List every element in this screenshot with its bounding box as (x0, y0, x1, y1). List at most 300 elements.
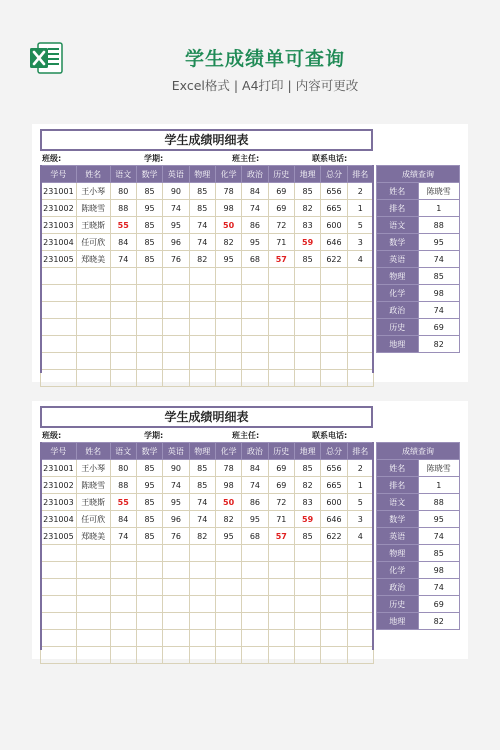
table-cell[interactable] (294, 319, 320, 336)
table-cell[interactable] (347, 562, 373, 579)
table-cell[interactable] (189, 545, 215, 562)
table-cell[interactable] (110, 647, 136, 664)
table-cell[interactable] (163, 630, 189, 647)
table-cell[interactable] (294, 353, 320, 370)
table-cell[interactable] (321, 353, 347, 370)
table-cell[interactable]: 85 (136, 251, 162, 268)
table-cell[interactable]: 3 (347, 234, 373, 251)
query-value[interactable]: 陈晓雪 (418, 183, 460, 200)
table-cell[interactable]: 95 (242, 234, 268, 251)
table-cell[interactable]: 陈晓雪 (76, 477, 110, 494)
table-cell[interactable] (268, 545, 294, 562)
table-cell[interactable]: 98 (215, 200, 241, 217)
table-cell[interactable]: 82 (215, 234, 241, 251)
table-cell[interactable] (347, 613, 373, 630)
table-cell[interactable]: 600 (321, 217, 347, 234)
table-cell[interactable] (110, 579, 136, 596)
table-cell[interactable]: 86 (242, 217, 268, 234)
table-cell[interactable] (268, 336, 294, 353)
table-cell[interactable]: 59 (294, 511, 320, 528)
table-cell[interactable]: 50 (215, 217, 241, 234)
table-cell[interactable]: 95 (242, 511, 268, 528)
table-cell[interactable]: 王晓斯 (76, 217, 110, 234)
table-cell[interactable]: 68 (242, 251, 268, 268)
table-cell[interactable] (76, 353, 110, 370)
table-cell[interactable] (321, 302, 347, 319)
table-cell[interactable] (76, 370, 110, 387)
table-cell[interactable]: 2 (347, 183, 373, 200)
table-cell[interactable] (242, 630, 268, 647)
table-cell[interactable] (136, 579, 162, 596)
table-cell[interactable] (215, 336, 241, 353)
table-cell[interactable] (242, 613, 268, 630)
table-cell[interactable] (294, 370, 320, 387)
table-cell[interactable] (268, 579, 294, 596)
table-cell[interactable] (76, 562, 110, 579)
table-cell[interactable] (294, 613, 320, 630)
table-cell[interactable]: 57 (268, 528, 294, 545)
table-cell[interactable]: 85 (189, 200, 215, 217)
table-cell[interactable] (76, 268, 110, 285)
table-cell[interactable] (321, 562, 347, 579)
table-cell[interactable]: 646 (321, 234, 347, 251)
table-cell[interactable] (110, 353, 136, 370)
table-cell[interactable]: 622 (321, 251, 347, 268)
table-cell[interactable]: 665 (321, 477, 347, 494)
table-cell[interactable]: 4 (347, 251, 373, 268)
table-cell[interactable]: 任可欣 (76, 234, 110, 251)
table-cell[interactable]: 85 (136, 494, 162, 511)
table-cell[interactable] (294, 336, 320, 353)
table-cell[interactable]: 83 (294, 217, 320, 234)
table-cell[interactable] (189, 353, 215, 370)
table-cell[interactable] (242, 562, 268, 579)
table-cell[interactable] (76, 647, 110, 664)
table-cell[interactable]: 231004 (41, 234, 77, 251)
table-cell[interactable] (41, 630, 77, 647)
table-cell[interactable] (242, 285, 268, 302)
table-cell[interactable] (110, 319, 136, 336)
table-cell[interactable]: 69 (268, 460, 294, 477)
table-cell[interactable]: 90 (163, 183, 189, 200)
table-cell[interactable] (76, 613, 110, 630)
table-cell[interactable]: 5 (347, 217, 373, 234)
table-cell[interactable]: 59 (294, 234, 320, 251)
table-cell[interactable]: 80 (110, 460, 136, 477)
table-cell[interactable] (294, 630, 320, 647)
table-cell[interactable] (76, 545, 110, 562)
table-cell[interactable]: 74 (189, 234, 215, 251)
table-cell[interactable] (242, 579, 268, 596)
table-cell[interactable] (136, 336, 162, 353)
query-value[interactable]: 95 (418, 511, 460, 528)
table-cell[interactable] (110, 370, 136, 387)
table-cell[interactable] (163, 268, 189, 285)
table-cell[interactable]: 1 (347, 477, 373, 494)
table-cell[interactable]: 231003 (41, 494, 77, 511)
table-cell[interactable]: 74 (189, 511, 215, 528)
table-cell[interactable]: 85 (136, 217, 162, 234)
table-cell[interactable] (110, 302, 136, 319)
table-cell[interactable] (321, 579, 347, 596)
table-cell[interactable] (347, 596, 373, 613)
table-cell[interactable]: 88 (110, 477, 136, 494)
table-cell[interactable] (294, 647, 320, 664)
table-cell[interactable]: 69 (268, 477, 294, 494)
query-value[interactable]: 74 (418, 251, 460, 268)
table-cell[interactable]: 5 (347, 494, 373, 511)
table-cell[interactable] (136, 319, 162, 336)
table-cell[interactable] (76, 285, 110, 302)
table-cell[interactable]: 88 (110, 200, 136, 217)
table-cell[interactable] (294, 579, 320, 596)
table-cell[interactable]: 1 (347, 200, 373, 217)
table-cell[interactable] (189, 370, 215, 387)
table-cell[interactable]: 85 (294, 251, 320, 268)
table-cell[interactable]: 85 (136, 528, 162, 545)
table-cell[interactable] (215, 579, 241, 596)
table-cell[interactable] (268, 268, 294, 285)
table-cell[interactable] (136, 285, 162, 302)
table-cell[interactable] (242, 319, 268, 336)
table-cell[interactable] (242, 647, 268, 664)
table-cell[interactable] (215, 613, 241, 630)
table-cell[interactable] (294, 545, 320, 562)
table-cell[interactable]: 95 (215, 251, 241, 268)
table-cell[interactable] (215, 647, 241, 664)
table-cell[interactable] (215, 353, 241, 370)
table-cell[interactable] (76, 319, 110, 336)
table-cell[interactable] (163, 370, 189, 387)
table-cell[interactable] (76, 302, 110, 319)
table-cell[interactable]: 95 (163, 217, 189, 234)
table-cell[interactable] (41, 545, 77, 562)
table-cell[interactable]: 82 (189, 528, 215, 545)
table-cell[interactable]: 85 (136, 183, 162, 200)
table-cell[interactable] (321, 596, 347, 613)
table-cell[interactable] (268, 302, 294, 319)
table-cell[interactable] (41, 647, 77, 664)
table-cell[interactable]: 王晓斯 (76, 494, 110, 511)
table-cell[interactable] (347, 302, 373, 319)
query-value[interactable]: 69 (418, 596, 460, 613)
table-cell[interactable] (136, 370, 162, 387)
table-cell[interactable] (347, 285, 373, 302)
query-value[interactable]: 陈晓雪 (418, 460, 460, 477)
table-cell[interactable] (110, 596, 136, 613)
table-cell[interactable] (347, 353, 373, 370)
table-cell[interactable] (347, 647, 373, 664)
table-cell[interactable]: 646 (321, 511, 347, 528)
query-value[interactable]: 74 (418, 579, 460, 596)
table-cell[interactable]: 74 (242, 477, 268, 494)
table-cell[interactable]: 231005 (41, 251, 77, 268)
table-cell[interactable] (189, 613, 215, 630)
table-cell[interactable] (321, 545, 347, 562)
table-cell[interactable]: 231001 (41, 460, 77, 477)
table-cell[interactable] (321, 613, 347, 630)
query-value[interactable]: 98 (418, 285, 460, 302)
table-cell[interactable]: 69 (268, 183, 294, 200)
table-cell[interactable] (110, 268, 136, 285)
table-cell[interactable]: 82 (294, 477, 320, 494)
table-cell[interactable]: 656 (321, 183, 347, 200)
table-cell[interactable] (242, 596, 268, 613)
table-cell[interactable]: 231001 (41, 183, 77, 200)
query-value[interactable]: 88 (418, 494, 460, 511)
table-cell[interactable] (242, 370, 268, 387)
table-cell[interactable] (189, 268, 215, 285)
table-cell[interactable] (321, 285, 347, 302)
table-cell[interactable] (321, 370, 347, 387)
table-cell[interactable] (136, 647, 162, 664)
table-cell[interactable] (294, 268, 320, 285)
table-cell[interactable] (41, 353, 77, 370)
table-cell[interactable] (110, 613, 136, 630)
table-cell[interactable] (136, 545, 162, 562)
table-cell[interactable] (41, 319, 77, 336)
table-cell[interactable] (268, 562, 294, 579)
table-cell[interactable] (189, 302, 215, 319)
table-cell[interactable] (41, 596, 77, 613)
table-cell[interactable] (189, 630, 215, 647)
table-cell[interactable] (163, 647, 189, 664)
table-cell[interactable]: 85 (189, 477, 215, 494)
table-cell[interactable] (163, 579, 189, 596)
table-cell[interactable]: 74 (163, 477, 189, 494)
table-cell[interactable]: 78 (215, 183, 241, 200)
table-cell[interactable] (136, 353, 162, 370)
table-cell[interactable]: 85 (294, 460, 320, 477)
table-cell[interactable]: 82 (189, 251, 215, 268)
table-cell[interactable] (136, 630, 162, 647)
table-cell[interactable]: 86 (242, 494, 268, 511)
table-cell[interactable] (294, 302, 320, 319)
table-cell[interactable] (110, 545, 136, 562)
table-cell[interactable] (163, 302, 189, 319)
table-cell[interactable] (163, 596, 189, 613)
table-cell[interactable] (268, 647, 294, 664)
table-cell[interactable] (321, 268, 347, 285)
table-cell[interactable] (41, 579, 77, 596)
table-cell[interactable]: 90 (163, 460, 189, 477)
table-cell[interactable] (242, 336, 268, 353)
table-cell[interactable]: 96 (163, 511, 189, 528)
table-cell[interactable]: 96 (163, 234, 189, 251)
table-cell[interactable] (294, 562, 320, 579)
table-cell[interactable]: 55 (110, 217, 136, 234)
table-cell[interactable] (347, 319, 373, 336)
table-cell[interactable]: 76 (163, 251, 189, 268)
table-cell[interactable] (189, 336, 215, 353)
table-cell[interactable] (163, 562, 189, 579)
table-cell[interactable]: 郑晓美 (76, 528, 110, 545)
table-cell[interactable] (163, 353, 189, 370)
table-cell[interactable] (136, 302, 162, 319)
table-cell[interactable] (215, 370, 241, 387)
table-cell[interactable] (215, 285, 241, 302)
table-cell[interactable]: 622 (321, 528, 347, 545)
table-cell[interactable]: 98 (215, 477, 241, 494)
table-cell[interactable]: 85 (294, 528, 320, 545)
table-cell[interactable]: 王小琴 (76, 183, 110, 200)
table-cell[interactable] (136, 596, 162, 613)
table-cell[interactable]: 95 (136, 200, 162, 217)
table-cell[interactable]: 王小琴 (76, 460, 110, 477)
query-value[interactable]: 98 (418, 562, 460, 579)
table-cell[interactable] (294, 596, 320, 613)
table-cell[interactable] (110, 285, 136, 302)
table-cell[interactable]: 72 (268, 494, 294, 511)
table-cell[interactable]: 74 (189, 217, 215, 234)
table-cell[interactable] (41, 370, 77, 387)
table-cell[interactable]: 82 (215, 511, 241, 528)
table-cell[interactable] (110, 336, 136, 353)
table-cell[interactable] (347, 370, 373, 387)
table-cell[interactable] (189, 596, 215, 613)
table-cell[interactable]: 84 (242, 460, 268, 477)
table-cell[interactable] (294, 285, 320, 302)
table-cell[interactable] (76, 336, 110, 353)
table-cell[interactable] (321, 647, 347, 664)
table-cell[interactable]: 4 (347, 528, 373, 545)
table-cell[interactable]: 600 (321, 494, 347, 511)
table-cell[interactable]: 50 (215, 494, 241, 511)
table-cell[interactable] (163, 285, 189, 302)
table-cell[interactable]: 85 (294, 183, 320, 200)
table-cell[interactable]: 231002 (41, 477, 77, 494)
table-cell[interactable]: 84 (242, 183, 268, 200)
table-cell[interactable]: 85 (136, 234, 162, 251)
table-cell[interactable]: 80 (110, 183, 136, 200)
table-cell[interactable]: 231002 (41, 200, 77, 217)
table-cell[interactable] (268, 370, 294, 387)
table-cell[interactable]: 656 (321, 460, 347, 477)
table-cell[interactable] (242, 353, 268, 370)
query-value[interactable]: 82 (418, 613, 460, 630)
table-cell[interactable] (76, 630, 110, 647)
table-cell[interactable] (268, 319, 294, 336)
table-cell[interactable]: 74 (110, 251, 136, 268)
query-value[interactable]: 82 (418, 336, 460, 353)
query-value[interactable]: 69 (418, 319, 460, 336)
table-cell[interactable]: 84 (110, 511, 136, 528)
query-value[interactable]: 88 (418, 217, 460, 234)
table-cell[interactable] (163, 613, 189, 630)
table-cell[interactable]: 85 (189, 183, 215, 200)
table-cell[interactable]: 95 (215, 528, 241, 545)
table-cell[interactable] (242, 302, 268, 319)
table-cell[interactable] (242, 545, 268, 562)
table-cell[interactable]: 2 (347, 460, 373, 477)
table-cell[interactable] (136, 268, 162, 285)
table-cell[interactable]: 95 (163, 494, 189, 511)
table-cell[interactable]: 57 (268, 251, 294, 268)
table-cell[interactable] (268, 613, 294, 630)
table-cell[interactable] (347, 545, 373, 562)
table-cell[interactable] (215, 596, 241, 613)
query-value[interactable]: 1 (418, 477, 460, 494)
table-cell[interactable]: 74 (242, 200, 268, 217)
table-cell[interactable] (215, 302, 241, 319)
table-cell[interactable]: 231003 (41, 217, 77, 234)
table-cell[interactable] (347, 268, 373, 285)
table-cell[interactable] (41, 285, 77, 302)
table-cell[interactable] (76, 579, 110, 596)
table-cell[interactable]: 72 (268, 217, 294, 234)
table-cell[interactable] (41, 336, 77, 353)
table-cell[interactable]: 85 (136, 511, 162, 528)
table-cell[interactable] (189, 562, 215, 579)
table-cell[interactable] (189, 647, 215, 664)
table-cell[interactable] (215, 545, 241, 562)
table-cell[interactable]: 55 (110, 494, 136, 511)
table-cell[interactable] (347, 336, 373, 353)
table-cell[interactable] (163, 336, 189, 353)
table-cell[interactable] (110, 630, 136, 647)
table-cell[interactable]: 84 (110, 234, 136, 251)
table-cell[interactable] (268, 596, 294, 613)
table-cell[interactable] (163, 545, 189, 562)
table-cell[interactable] (215, 562, 241, 579)
table-cell[interactable] (215, 630, 241, 647)
table-cell[interactable]: 任可欣 (76, 511, 110, 528)
table-cell[interactable]: 665 (321, 200, 347, 217)
table-cell[interactable]: 3 (347, 511, 373, 528)
table-cell[interactable]: 郑晓美 (76, 251, 110, 268)
query-value[interactable]: 95 (418, 234, 460, 251)
table-cell[interactable]: 74 (110, 528, 136, 545)
table-cell[interactable] (136, 613, 162, 630)
table-cell[interactable] (163, 319, 189, 336)
table-cell[interactable]: 74 (163, 200, 189, 217)
query-value[interactable]: 74 (418, 528, 460, 545)
table-cell[interactable]: 231004 (41, 511, 77, 528)
table-cell[interactable]: 85 (189, 460, 215, 477)
table-cell[interactable] (110, 562, 136, 579)
table-cell[interactable] (242, 268, 268, 285)
table-cell[interactable] (321, 630, 347, 647)
table-cell[interactable]: 95 (136, 477, 162, 494)
table-cell[interactable] (347, 579, 373, 596)
table-cell[interactable]: 71 (268, 511, 294, 528)
table-cell[interactable] (268, 353, 294, 370)
table-cell[interactable] (189, 319, 215, 336)
table-cell[interactable]: 71 (268, 234, 294, 251)
table-cell[interactable] (189, 579, 215, 596)
table-cell[interactable] (41, 613, 77, 630)
table-cell[interactable] (321, 336, 347, 353)
table-cell[interactable] (41, 302, 77, 319)
table-cell[interactable]: 231005 (41, 528, 77, 545)
table-cell[interactable]: 68 (242, 528, 268, 545)
table-cell[interactable] (321, 319, 347, 336)
table-cell[interactable]: 69 (268, 200, 294, 217)
table-cell[interactable]: 76 (163, 528, 189, 545)
table-cell[interactable] (41, 562, 77, 579)
table-cell[interactable] (189, 285, 215, 302)
table-cell[interactable]: 74 (189, 494, 215, 511)
table-cell[interactable]: 83 (294, 494, 320, 511)
table-cell[interactable] (41, 268, 77, 285)
table-cell[interactable] (347, 630, 373, 647)
table-cell[interactable]: 82 (294, 200, 320, 217)
query-value[interactable]: 74 (418, 302, 460, 319)
table-cell[interactable]: 陈晓雪 (76, 200, 110, 217)
query-value[interactable]: 85 (418, 545, 460, 562)
table-cell[interactable] (268, 285, 294, 302)
table-cell[interactable]: 78 (215, 460, 241, 477)
